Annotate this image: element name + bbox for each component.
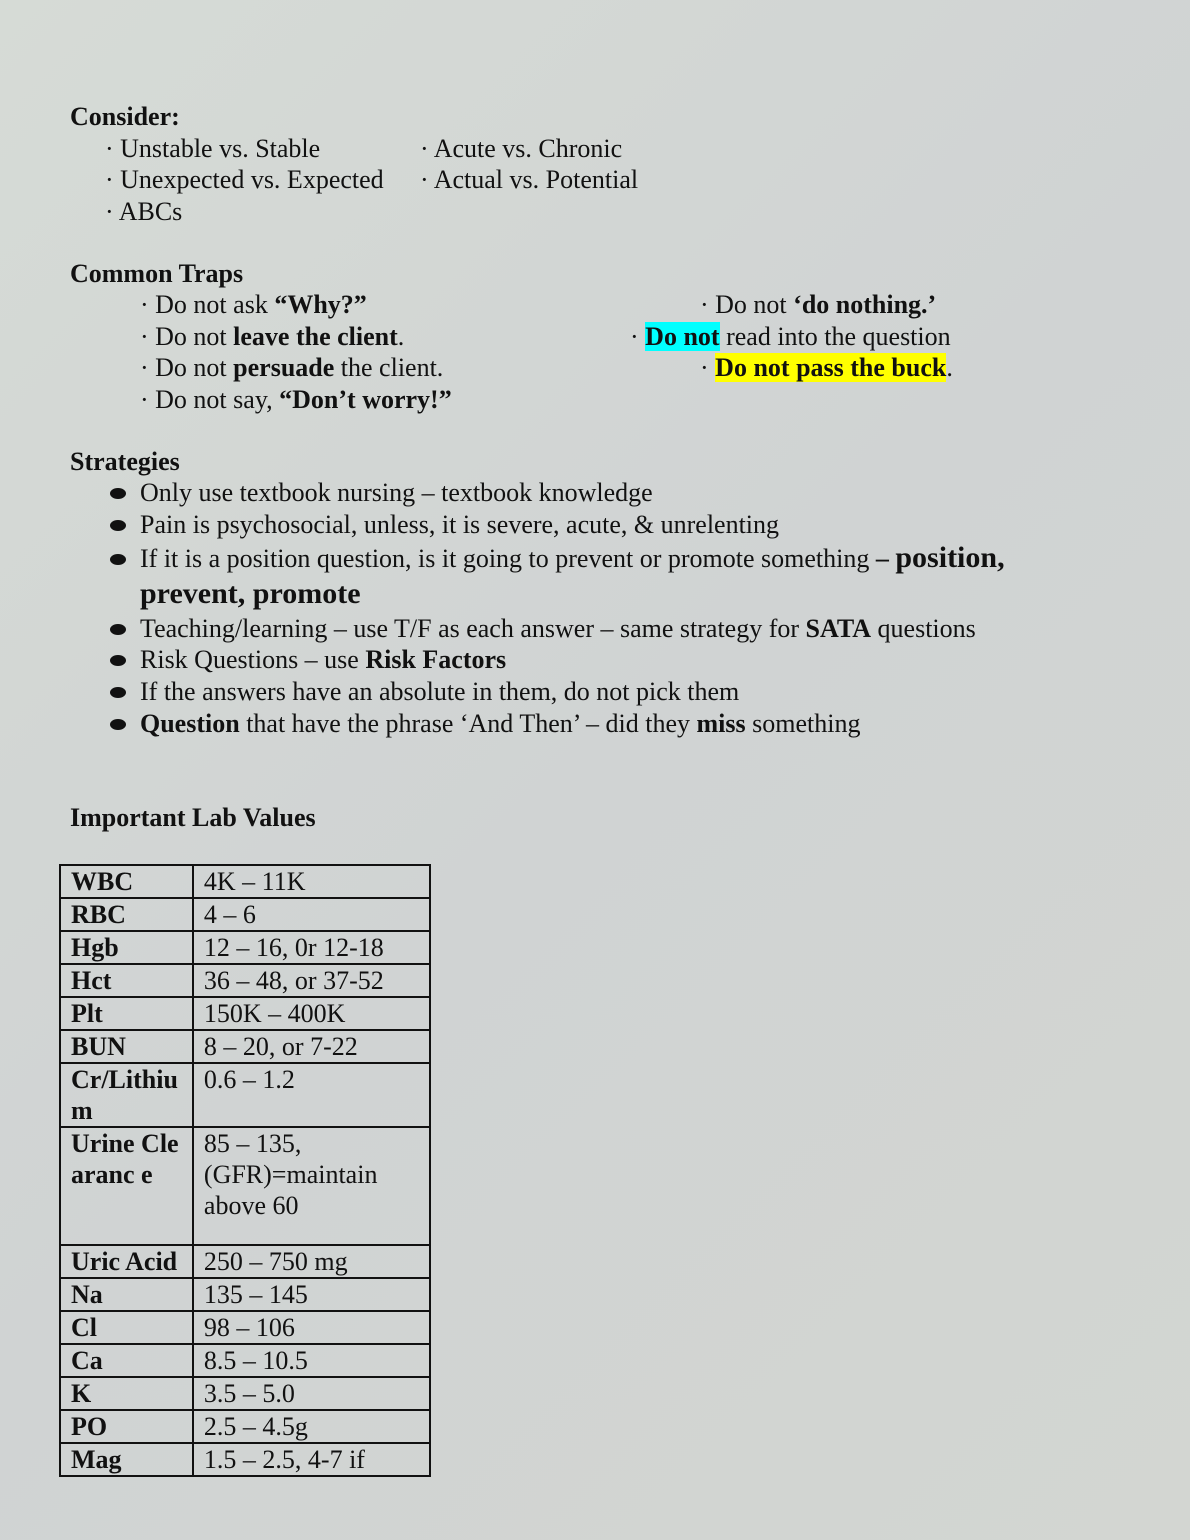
lab-name: Cr/Lithiu m (60, 1063, 193, 1127)
trap-item: · Do not ‘do nothing.’ (700, 290, 937, 319)
table-row (60, 1377, 430, 1410)
strategy-item: Risk Questions – use Risk Factors (140, 645, 507, 674)
table-row (60, 964, 430, 997)
lab-name: Mag (60, 1443, 193, 1476)
trap-item: · Do not say, “Don’t worry!” (140, 385, 452, 414)
lab-value: 135 – 145 (193, 1278, 430, 1311)
lab-value: 150K – 400K (193, 997, 430, 1030)
table-row (60, 865, 430, 898)
highlight-yellow: Do not pass the buck (715, 353, 947, 382)
bullet-icon (110, 520, 126, 531)
lab-name: Urine Clearanc e (60, 1127, 193, 1245)
table-row (60, 1063, 430, 1127)
lab-value: 12 – 16, 0r 12-18 (193, 931, 430, 964)
table-row (60, 1278, 430, 1311)
lab-value: 8 – 20, or 7-22 (193, 1030, 430, 1063)
highlight-cyan: Do not (645, 322, 720, 351)
bullet-icon (110, 687, 126, 698)
table-row (60, 1245, 430, 1278)
strategy-item: Pain is psychosocial, unless, it is severe, acute, & unrelenting (140, 510, 780, 539)
bullet-icon (110, 719, 126, 730)
bullet-icon (110, 655, 126, 666)
strategy-item: If the answers have an absolute in them, do not pick them (140, 677, 740, 706)
lab-value: 98 – 106 (193, 1311, 430, 1344)
bullet-icon (110, 624, 126, 635)
lab-name: K (60, 1377, 193, 1410)
consider-item: · Acute vs. Chronic (420, 134, 623, 163)
table-row (60, 1030, 430, 1063)
consider-item: · Unstable vs. Stable (105, 134, 321, 163)
lab-value: 4 – 6 (193, 898, 430, 931)
lab-value: 2.5 – 4.5g (193, 1410, 430, 1443)
trap-item: · Do not pass the buck. (700, 353, 953, 382)
strategy-item: Only use textbook nursing – textbook knowledge (140, 478, 653, 507)
bullet-icon (110, 488, 126, 499)
lab-name: Ca (60, 1344, 193, 1377)
table-row (60, 1127, 430, 1245)
table-row (60, 997, 430, 1030)
traps-heading: Common Traps (70, 259, 244, 288)
labs-heading: Important Lab Values (70, 803, 316, 832)
table-row (60, 1410, 430, 1443)
strategy-item: Question that have the phrase ‘And Then’ – did they miss something (140, 709, 861, 738)
lab-name: Na (60, 1278, 193, 1311)
lab-name: Hct (60, 964, 193, 997)
lab-values-table (59, 864, 431, 1477)
lab-name: Plt (60, 997, 193, 1030)
lab-value: 3.5 – 5.0 (193, 1377, 430, 1410)
table-row (60, 1344, 430, 1377)
consider-item: · Unexpected vs. Expected (105, 165, 384, 194)
trap-item: · Do not read into the question (630, 322, 951, 351)
lab-value: 36 – 48, or 37-52 (193, 964, 430, 997)
lab-value: 85 – 135, (GFR)=maintain above 60 (193, 1127, 430, 1245)
table-row (60, 1443, 430, 1476)
lab-name: Cl (60, 1311, 193, 1344)
lab-value: 250 – 750 mg (193, 1245, 430, 1278)
consider-item: · Actual vs. Potential (420, 165, 639, 194)
lab-name: Uric Acid (60, 1245, 193, 1278)
strategies-heading: Strategies (70, 447, 180, 476)
lab-value: 0.6 – 1.2 (193, 1063, 430, 1127)
strategy-item: If it is a position question, is it going to prevent or promote something – position, (140, 541, 1005, 574)
lab-name: RBC (60, 898, 193, 931)
trap-item: · Do not ask “Why?” (140, 290, 367, 319)
lab-name: Hgb (60, 931, 193, 964)
lab-name: BUN (60, 1030, 193, 1063)
table-row (60, 931, 430, 964)
table-row (60, 898, 430, 931)
strategy-item-continued: prevent, promote (140, 577, 361, 610)
lab-name: WBC (60, 865, 193, 898)
bullet-icon (110, 554, 126, 565)
consider-item: · ABCs (105, 197, 183, 226)
lab-name: PO (60, 1410, 193, 1443)
trap-item: · Do not leave the client. (140, 322, 405, 351)
table-row (60, 1311, 430, 1344)
trap-item: · Do not persuade the client. (140, 353, 444, 382)
strategy-item: Teaching/learning – use T/F as each answer – same strategy for SATA questions (140, 614, 976, 643)
lab-value: 4K – 11K (193, 865, 430, 898)
lab-value: 1.5 – 2.5, 4-7 if (193, 1443, 430, 1476)
consider-heading: Consider: (70, 102, 180, 131)
lab-value: 8.5 – 10.5 (193, 1344, 430, 1377)
